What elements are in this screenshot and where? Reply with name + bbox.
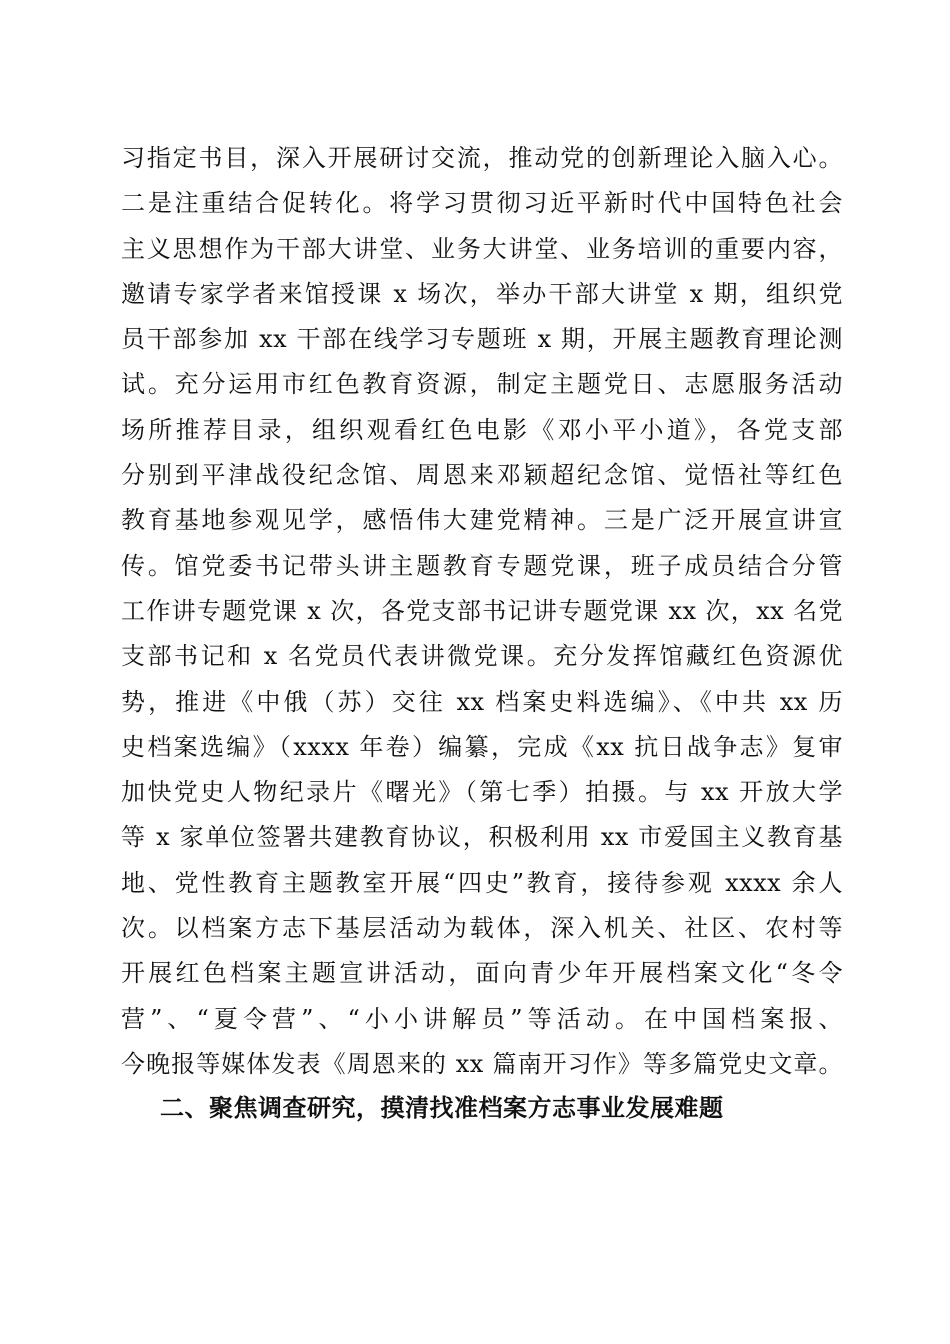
- paragraph-line: 邀请专家学者来馆授课 x 场次，举办干部大讲堂 x 期，组织党: [121, 279, 843, 308]
- paragraph-line: 等 x 家单位签署共建教育协议，积极利用 xx 市爱国主义教育基: [121, 823, 843, 852]
- paragraph-line: 加快党史人物纪录片《曙光》（第七季）拍摄。与 xx 开放大学: [121, 778, 843, 807]
- paragraph-line: 习指定书目，深入开展研讨交流，推动党的创新理论入脑入心。: [121, 144, 843, 172]
- paragraph-line: 场所推荐目录，组织观看红色电影《邓小平小道》，各党支部: [121, 415, 843, 444]
- paragraph-line: 二是注重结合促转化。将学习贯彻习近平新时代中国特色社会: [121, 189, 843, 218]
- paragraph-line: 今晚报等媒体发表《周恩来的 xx 篇南开习作》等多篇党史文章。: [121, 1049, 843, 1078]
- paragraph-line: 试。充分运用市红色教育资源，制定主题党日、志愿服务活动: [121, 370, 843, 399]
- section-heading: 二、聚焦调查研究，摸清找准档案方志事业发展难题: [160, 1094, 724, 1122]
- paragraph-line: 开展红色档案主题宣讲活动，面向青少年开展档案文化“冬令: [121, 959, 843, 988]
- paragraph-line: 传。馆党委书记带头讲主题教育专题党课，班子成员结合分管: [121, 551, 843, 580]
- paragraph-line: 主义思想作为干部大讲堂、业务大讲堂、业务培训的重要内容，: [121, 234, 843, 263]
- paragraph-line: 支部书记和 x 名党员代表讲微党课。充分发挥馆藏红色资源优: [121, 642, 843, 671]
- paragraph-line: 教育基地参观见学，感悟伟大建党精神。三是广泛开展宣讲宣: [121, 506, 843, 535]
- paragraph-line: 分别到平津战役纪念馆、周恩来邓颖超纪念馆、觉悟社等红色: [121, 461, 843, 490]
- body-paragraph: [121, 136, 843, 1087]
- paragraph-line: 次。以档案方志下基层活动为载体，深入机关、社区、农村等: [121, 914, 843, 943]
- paragraph-line: 员干部参加 xx 干部在线学习专题班 x 期，开展主题教育理论测: [121, 325, 843, 354]
- paragraph-line: 营”、“夏令营”、“小小讲解员”等活动。在中国档案报、: [121, 1004, 843, 1033]
- paragraph-line: 工作讲专题党课 x 次，各党支部书记讲专题党课 xx 次，xx 名党: [121, 596, 843, 625]
- paragraph-line: 史档案选编》（xxxx 年卷）编纂，完成《xx 抗日战争志》复审: [121, 732, 843, 761]
- paragraph-line: 地、党性教育主题教室开展“四史”教育，接待参观 xxxx 余人: [121, 868, 843, 897]
- paragraph-line: 势，推进《中俄（苏）交往 xx 档案史料选编》、《中共 xx 历: [121, 687, 843, 716]
